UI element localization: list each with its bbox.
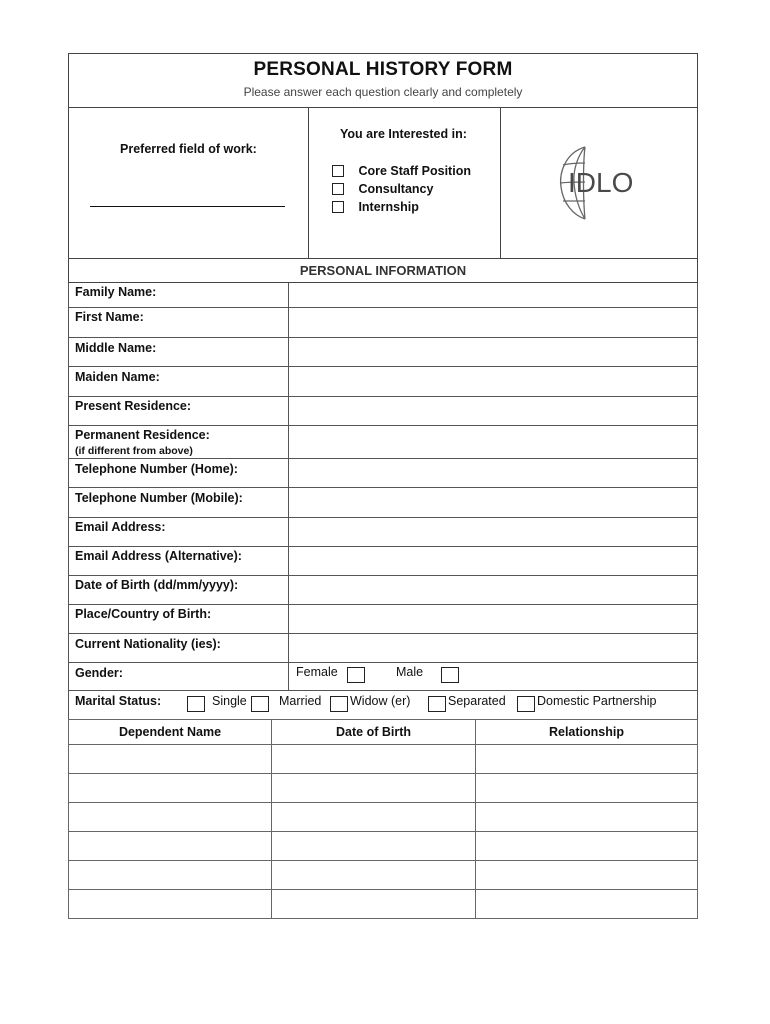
gender-male-label: Male: [396, 665, 424, 679]
permanent-residence-input[interactable]: [290, 426, 696, 457]
middle-name-label: Middle Name:: [75, 341, 157, 355]
dependent-relationship-cell[interactable]: [476, 803, 698, 832]
telephone-home-label: Telephone Number (Home):: [75, 462, 238, 476]
marital-checkbox-3[interactable]: [330, 696, 348, 712]
table-row: [69, 774, 698, 803]
column-header-dependent-name: Dependent Name: [69, 720, 272, 745]
marital-checkbox-4[interactable]: [428, 696, 446, 712]
idlo-logo: [555, 143, 665, 221]
dependent-name-cell[interactable]: [69, 832, 272, 861]
table-row: [69, 861, 698, 890]
marital-widow-label: Widow (er): [350, 694, 411, 708]
permanent-residence-note: (if different from above): [75, 445, 193, 457]
option-label: Internship: [358, 200, 419, 214]
checkbox[interactable]: [332, 183, 344, 195]
gender-female-label: Female: [296, 665, 338, 679]
dependent-name-cell[interactable]: [69, 803, 272, 832]
birth-place-label: Place/Country of Birth:: [75, 607, 212, 621]
dependents-header-row: [69, 720, 698, 745]
marital-status-label: Marital Status:: [75, 694, 162, 708]
logo-text: IDLO: [568, 167, 634, 198]
middle-name-input[interactable]: [290, 338, 696, 365]
dependent-dob-cell[interactable]: [272, 803, 476, 832]
dependent-name-cell[interactable]: [69, 861, 272, 890]
family-name-input[interactable]: [290, 284, 696, 306]
column-header-relationship: Relationship: [476, 720, 698, 745]
gender-male-checkbox[interactable]: [441, 667, 459, 683]
dob-input[interactable]: [290, 576, 696, 603]
dependent-dob-cell[interactable]: [272, 774, 476, 803]
dependent-dob-cell[interactable]: [272, 832, 476, 861]
nationality-label: Current Nationality (ies):: [75, 637, 221, 651]
first-name-input[interactable]: [290, 308, 696, 336]
dependent-dob-cell[interactable]: [272, 890, 476, 919]
form-title: PERSONAL HISTORY FORM: [253, 59, 513, 80]
nationality-input[interactable]: [290, 634, 696, 661]
dependent-relationship-cell[interactable]: [476, 861, 698, 890]
interest-heading: You are Interested in:: [340, 127, 467, 141]
column-header-date-of-birth: Date of Birth: [272, 720, 476, 745]
column-divider: [500, 107, 501, 258]
present-residence-input[interactable]: [290, 397, 696, 424]
email-input[interactable]: [290, 518, 696, 545]
present-residence-label: Present Residence:: [75, 399, 192, 413]
marital-domestic-label: Domestic Partnership: [537, 694, 657, 708]
column-divider: [308, 107, 309, 258]
dependents-table: [68, 719, 698, 919]
marital-checkbox-1[interactable]: [187, 696, 205, 712]
table-row: [69, 832, 698, 861]
dependent-dob-cell[interactable]: [272, 861, 476, 890]
globe-icon: [555, 143, 665, 221]
checkbox[interactable]: [332, 201, 344, 213]
telephone-home-input[interactable]: [290, 459, 696, 486]
first-name-label: First Name:: [75, 310, 144, 324]
dependent-relationship-cell[interactable]: [476, 745, 698, 774]
family-name-label: Family Name:: [75, 285, 157, 299]
marital-single-label: Single: [212, 694, 247, 708]
interest-option-consultancy[interactable]: [332, 180, 433, 198]
option-label: Core Staff Position: [358, 164, 471, 178]
table-row: [69, 890, 698, 919]
marital-checkbox-5[interactable]: [517, 696, 535, 712]
dependent-relationship-cell[interactable]: [476, 832, 698, 861]
form-header: [68, 53, 698, 108]
gender-label: Gender:: [75, 666, 123, 680]
marital-married-label: Married: [279, 694, 322, 708]
interest-option-core-staff[interactable]: [332, 162, 471, 180]
gender-female-checkbox[interactable]: [347, 667, 365, 683]
telephone-mobile-input[interactable]: [290, 488, 696, 516]
telephone-mobile-label: Telephone Number (Mobile):: [75, 491, 243, 505]
checkbox[interactable]: [332, 165, 344, 177]
table-row: [69, 803, 698, 832]
option-label: Consultancy: [358, 182, 434, 196]
dependent-relationship-cell[interactable]: [476, 890, 698, 919]
marital-separated-label: Separated: [448, 694, 506, 708]
interest-option-internship[interactable]: [332, 198, 419, 216]
table-row: [69, 745, 698, 774]
email-alt-input[interactable]: [290, 547, 696, 574]
email-label: Email Address:: [75, 520, 166, 534]
dependent-name-cell[interactable]: [69, 774, 272, 803]
preferred-field-input[interactable]: [90, 197, 285, 207]
maiden-name-input[interactable]: [290, 367, 696, 395]
birth-place-input[interactable]: [290, 605, 696, 632]
dependent-dob-cell[interactable]: [272, 745, 476, 774]
dependent-name-cell[interactable]: [69, 890, 272, 919]
dependent-name-cell[interactable]: [69, 745, 272, 774]
personal-info-heading: PERSONAL INFORMATION: [68, 258, 698, 283]
permanent-residence-label: Permanent Residence:: [75, 428, 210, 442]
form-subtitle: Please answer each question clearly and completely: [243, 85, 523, 99]
preferred-field-label: Preferred field of work:: [120, 142, 257, 156]
maiden-name-label: Maiden Name:: [75, 370, 160, 384]
dependent-relationship-cell[interactable]: [476, 774, 698, 803]
dob-label: Date of Birth (dd/mm/yyyy):: [75, 578, 239, 592]
marital-checkbox-2[interactable]: [251, 696, 269, 712]
email-alt-label: Email Address (Alternative):: [75, 549, 242, 563]
